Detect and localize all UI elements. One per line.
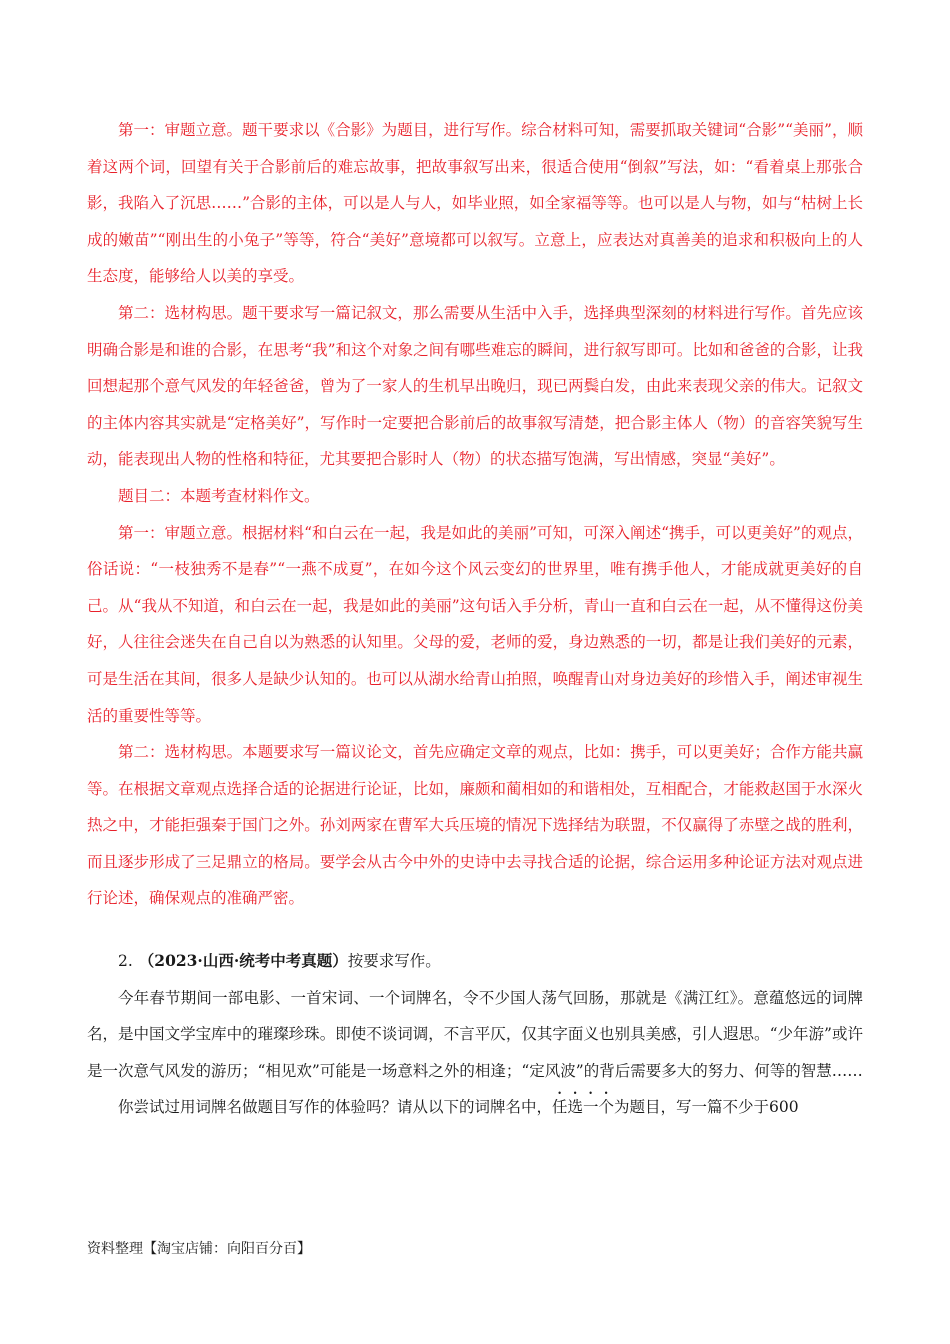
section-gap — [87, 917, 863, 943]
answer-paragraph: 第二：选材构思。本题要求写一篇议论文，首先应确定文章的观点，比如：携手，可以更美好；合作方能共赢等。在根据文章观点选择合适的论据进行论证，比如，廉颇和蔺相如的和谐相处，互相配合，才能救赵国于水深火热之中，才能拒强秦于国门之外。孙刘两家在曹军大兵压境的情况下选择结为联盟，不仅赢得了赤壁之战的胜利，而且逐步形成了三足鼎立的格局。要学会从古今中外的史诗中去寻找合适的论据，综合运用多种论证方法对观点进行论述，确保观点的准确严密。 — [87, 743, 863, 908]
question-instruction: 按要求写作。 — [347, 952, 441, 971]
question-number: 2. — [118, 952, 133, 971]
answer-paragraph: 第二：选材构思。题干要求写一篇记叙文，那么需要从生活中入手，选择典型深刻的材料进行写作。首先应该明确合影是和谁的合影，在思考“我”和这个对象之间有哪些难忘的瞬间，进行叙写即可。比如和爸爸的合影，让我回想起那个意气风发的年轻爸爸，曾为了一家人的生机早出晚归，现已两鬓白发，由此来表现父亲的伟大。记叙文的主体内容其实就是“定格美好”，写作时一定要把合影前后的故事叙写清楚，把合影主体人（物）的音容笑貌写生动，能表现出人物的性格和特征，尤其要把合影时人（物）的状态描写饱满，写出情感，突显“美好”。 — [87, 303, 863, 469]
question-text: 为题目，写一篇不少于600 — [614, 1098, 799, 1117]
emphasized-text: 任选一个 — [552, 1098, 615, 1117]
question-paragraph — [87, 1089, 863, 1126]
answer-paragraph: 第一：审题立意。根据材料“和白云在一起，我是如此的美丽”可知，可深入阐述“携手，可以更美好”的观点，俗话说：“一枝独秀不是春”“一燕不成夏”，在如今这个风云变幻的世界里，唯有携手他人，才能成就更美好的自己。从“我从不知道，和白云在一起，我是如此的美丽”这句话入手分析，青山一直和白云在一起，从不懂得这份美好，人往往会迷失在自己自以为熟悉的认知里。父母的爱，老师的爱，身边熟悉的一切，都是让我们美好的元素，可是生活在其间，很多人是缺少认知的。也可以从湖水给青山拍照，唤醒青山对身边美好的珍惜入手，阐述审视生活的重要性等等。 — [87, 523, 863, 725]
answer-paragraph: 第一：审题立意。题干要求以《合影》为题目，进行写作。综合材料可知，需要抓取关键词“合影”“美丽”，顺着这两个词，回望有关于合影前后的难忘故事，把故事叙写出来，很适合使用“倒叙”写法，如：“看着桌上那张合影，我陷入了沉思……”合影的主体，可以是人与人，如毕业照，如全家福等等。也可以是人与物，如与“枯树上长成的嫩苗”“刚出生的小兔子”等等，符合“美好”意境都可以叙写。立意上，应表达对真善美的追求和积极向上的人生态度，能够给人以美的享受。 — [87, 121, 863, 286]
document-body — [87, 112, 863, 1126]
question-header — [87, 943, 863, 980]
answer-paragraph: 题目二：本题考查材料作文。 — [118, 486, 320, 505]
question-source: （2023·山西·统考中考真题） — [138, 951, 348, 971]
question-paragraph: 今年春节期间一部电影、一首宋词、一个词牌名，令不少国人荡气回肠，那就是《满江红》。意蕴悠远的词牌名，是中国文学宝库中的璀璨珍珠。即使不谈词调，不言平仄，仅其字面义也别具美感，引人遐思。“少年游”或许是一次意气风发的游历；“相见欢”可能是一场意料之外的相逢；“定风波”的背后需要多大的努力、何等的智慧…… — [87, 988, 863, 1080]
page-footer: 资料整理【淘宝店铺：向阳百分百】 — [87, 1241, 311, 1257]
question-text: 你尝试过用词牌名做题目写作的体验吗？请从以下的词牌名中， — [118, 1098, 553, 1117]
